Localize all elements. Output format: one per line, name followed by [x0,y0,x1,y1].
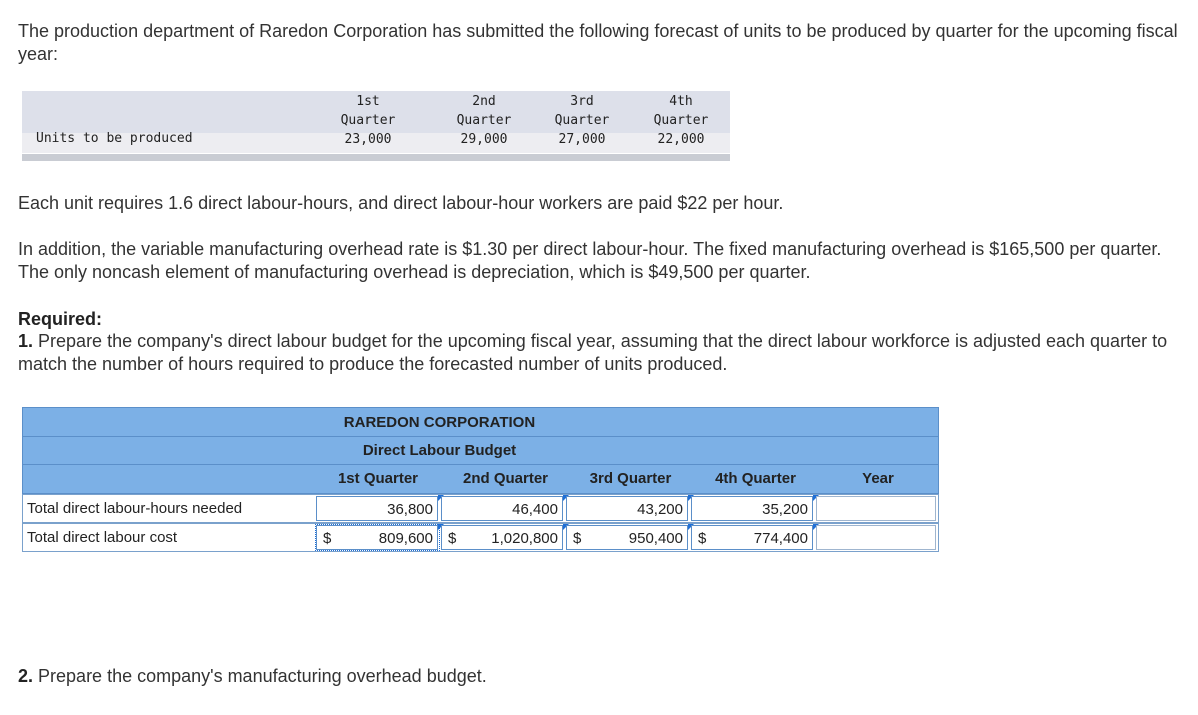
forecast-value: 23,000 [344,132,392,147]
cost-q2-input[interactable]: $ 1,020,800 [441,525,563,550]
col-q1: 1st Quarter [337,470,419,487]
intro-text: The production department of Raredon Corporation has submitted the following forecast of units to be produced by quarter for the upcoming fiscal year: [18,21,1178,64]
col-year: Year [862,470,894,487]
forecast-value: 27,000 [558,132,606,147]
forecast-value: 22,000 [657,132,705,147]
requirement-2: 2. Prepare the company's manufacturing overhead budget. [18,666,487,686]
cost-q4-input[interactable]: $ 774,400 [691,525,813,550]
hours-q1-input[interactable]: 36,800 [316,496,438,521]
forecast-col-q2: 2nd Quarter 29,000 [439,92,529,149]
labour-text: Each unit requires 1.6 direct labour-hours, and direct labour-hour workers are paid $22 per hour. [18,193,784,213]
budget-column-headers [22,465,939,494]
col-q4: 4th Quarter [715,470,796,487]
budget-company: RAREDON CORPORATION [22,407,939,437]
hours-q3-input[interactable]: 43,200 [566,496,688,521]
hours-q4-input[interactable]: 35,200 [691,496,813,521]
forecast-col-q1: 1st Quarter 23,000 [323,92,413,149]
col-q2: 2nd Quarter [462,470,549,487]
hours-year-input[interactable] [816,496,936,521]
row-label: Total direct labour cost [27,529,178,546]
budget-title: Direct Labour Budget [22,437,939,465]
hours-q2-input[interactable]: 46,400 [441,496,563,521]
forecast-table [22,91,730,161]
col-q3: 3rd Quarter [589,470,672,487]
overhead-text: In addition, the variable manufacturing overhead rate is $1.30 per direct labour-hour. The fixed manufacturing overhead is $165,500 per quarter. The only noncash element of manufacturing overhead is depreciation, which is $49,500 per quarter. [18,239,1162,282]
cost-q3-input[interactable]: $ 950,400 [566,525,688,550]
cost-year-input[interactable] [816,525,936,550]
table-row [22,523,939,552]
forecast-col-q3: 3rd Quarter 27,000 [537,92,627,149]
forecast-col-q4: 4th Quarter 22,000 [636,92,726,149]
forecast-value: 29,000 [460,132,508,147]
required-heading: Required: [18,309,103,329]
forecast-row-label: Units to be produced [36,131,193,146]
table-row [22,494,939,523]
row-label: Total direct labour-hours needed [27,500,243,517]
requirement-1: 1. Prepare the company's direct labour budget for the upcoming fiscal year, assuming that the direct labour workforce is adjusted each quarter to match the number of hours required to produce the forecasted number of units produced. [18,331,1168,374]
cost-q1-input[interactable]: $ 809,600 [316,525,438,550]
